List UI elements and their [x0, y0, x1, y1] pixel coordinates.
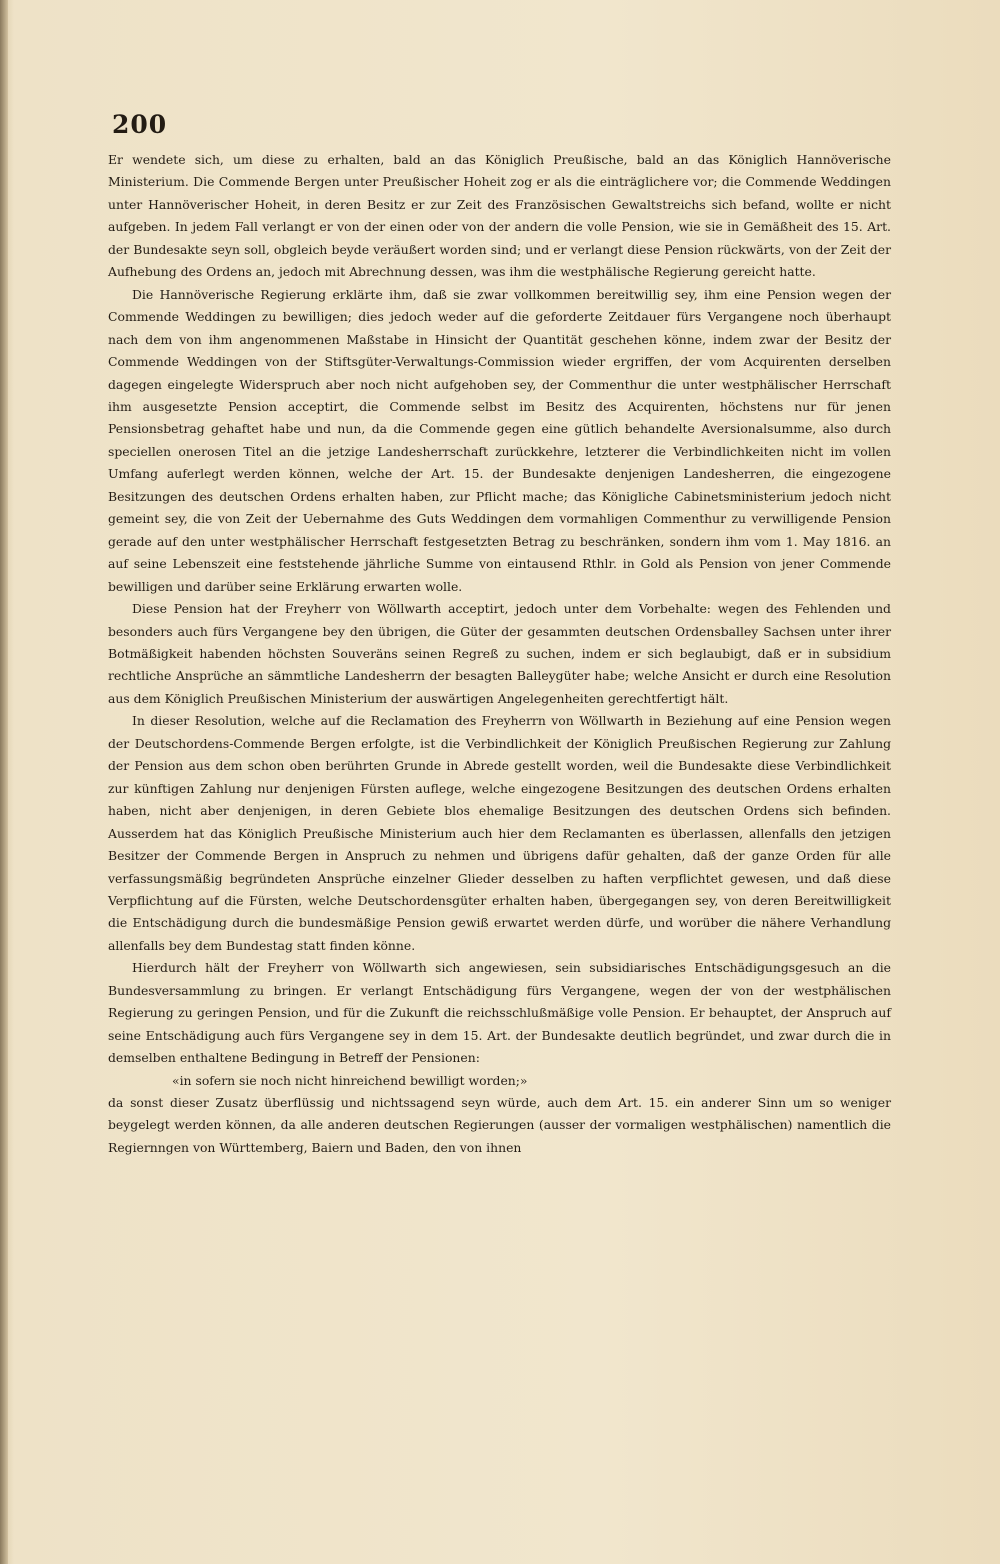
paragraph-1: Er wendete sich, um diese zu erhalten, bald an das Königlich Preußische, bald an das Königlich Hannöverische Ministerium. Die Commende Bergen unter Preußischer Hoheit zog er als die einträglichere vor; die Commende Weddingen unter Hannöverischer Hoheit, in deren Besitz er zur Zeit des Französischen Gewaltstreichs sich befand, wollte er nicht aufgeben. In jedem Fall verlangt er von der einen oder von der andern die volle Pension, wie sie in Gemäßheit des 15. Art. der Bundesakte seyn soll, obgleich beyde veräußert worden sind; und er verlangt diese Pension rückwärts, von der Zeit der Aufhebung des Ordens an, jedoch mit Abrechnung dessen, was ihm die westphälische Regierung gereicht hatte. — [108, 152, 891, 280]
paragraph-4: In dieser Resolution, welche auf die Reclamation des Freyherrn von Wöllwarth in Beziehung auf eine Pension wegen der Deutschordens-Commende Bergen erfolgte, ist die Verbindlichkeit der Königlich Preußischen Regierung zur Zahlung der Pension aus dem schon oben berührten Grunde in Abrede gestellt worden, weil die Bundesakte diese Verbindlichkeit zur künftigen Zahlung nur denjenigen Fürsten auflege, welche eingezogene Besitzungen des deutschen Ordens erhalten haben, nicht aber denjenigen, in deren Gebiete blos ehemalige Besitzungen des deutschen Ordens sich befinden. Ausserdem hat das Königlich Preußische Ministerium auch hier dem Reclamanten es überlassen, allenfalls den jetzigen Besitzer der Commende Bergen in Anspruch zu nehmen und übrigens dafür gehalten, daß der ganze Orden für alle verfassungsmäßig begründeten Ansprüche einzelner Glieder desselben zu haften verpflichtet gewesen, und daß diese Verpflichtung auf die Fürsten, welche Deutschordensgüter erhalten haben, übergegangen sey, von deren Bereitwilligkeit die Entschädigung durch die bundesmäßige Pension gewiß erwartet werden dürfe, und worüber die nähere Verhandlung allenfalls bey dem Bundestag statt finden könne. — [108, 713, 891, 953]
paragraph-5: Hierdurch hält der Freyherr von Wöllwarth sich angewiesen, sein subsidiarisches Entschädigungsgesuch an die Bundesversammlung zu bringen. Er verlangt Entschädigung fürs Vergangene, wegen der von der westphälischen Regierung zu geringen Pension, und für die Zukunft die reichsschlußmäßige volle Pension. Er behauptet, der Anspruch auf seine Entschädigung auch fürs Vergangene sey in dem 15. Art. der Bundesakte deutlich begründet, und zwar durch die in demselben enthaltene Bedingung in Betreff der Pensionen: — [108, 960, 891, 1066]
paragraph-2: Die Hannöverische Regierung erklärte ihm, daß sie zwar vollkommen bereitwillig sey, ihm eine Pension wegen der Commende Weddingen zu bewilligen; dies jedoch weder auf die geforderte Zeitdauer fürs Vergangene noch überhaupt nach dem von ihm angenommenen Maßstabe in Hinsicht der Quantität geschehen könne, indem zwar der Besitz der Commende Weddingen von der Stiftsgüter-Verwaltungs-Commission wieder ergriffen, der vom Acquirenten derselben dagegen eingelegte Widerspruch aber noch nicht aufgehoben sey, der Commenthur die unter westphälischer Herrschaft ihm ausgesetzte Pension acceptirt, die Commende selbst im Besitz des Acquirenten, höchstens nur für jenen Pensionsbetrag gehaftet habe und nun, da die Commende gegen eine gütlich behandelte Aversionalsumme, also durch speciellen onerosen Titel an die jetzige Landesherrschaft zurückkehre, letzterer die Verbindlichkeiten nicht im vollen Umfang auferlegt werden können, welche der Art. 15. der Bundesakte denjenigen Landesherren, die eingezogene Besitzungen des deutschen Ordens erhalten haben, zur Pflicht mache; das Königliche Cabinetsministerium jedoch nicht gemeint sey, die von Zeit der Uebernahme des Guts Weddingen dem vormahligen Commenthur zu verwilligende Pension gerade auf den unter westphälischer Herrschaft festgesetzten Betrag zu beschränken, sondern ihm vom 1. May 1816. an auf seine Lebenszeit eine feststehende jährliche Summe von eintausend Rthlr. in Gold als Pension von jener Commende bewilligen und darüber seine Erklärung erwarten wolle. — [108, 286, 891, 594]
page-number: 200 — [112, 110, 168, 139]
quotation: «in sofern sie noch nicht hinreichend bewilligt worden;» — [172, 1072, 528, 1088]
page-edge — [0, 0, 8, 1564]
paragraph-3: Diese Pension hat der Freyherr von Wöllwarth acceptirt, jedoch unter dem Vorbehalte: wegen des Fehlenden und besonders auch fürs Vergangene bey den übrigen, die Güter der gesammten deutschen Ordensballey Sachsen unter ihrer Botmäßigkeit habenden höchsten Souveräns seinen Regreß zu suchen, indem er sich beglaubigt, daß er in subsidium rechtliche Ansprüche an sämmtliche Landesherrn der besagten Balleygüter habe; welche Ansicht er durch eine Resolution aus dem Königlich Preußischen Ministerium der auswärtigen Angelegenheiten gerechtfertigt hält. — [108, 601, 891, 706]
closing-paragraph: da sonst dieser Zusatz überflüssig und nichtssagend seyn würde, auch dem Art. 15. ein anderer Sinn um so weniger beygelegt werden können, da alle anderen deutschen Regierungen (ausser der vormaligen westphälischen) namentlich die Regiernngen von Württemberg, Baiern und Baden, den von ihnen — [108, 1095, 891, 1155]
body-text — [108, 149, 891, 1159]
